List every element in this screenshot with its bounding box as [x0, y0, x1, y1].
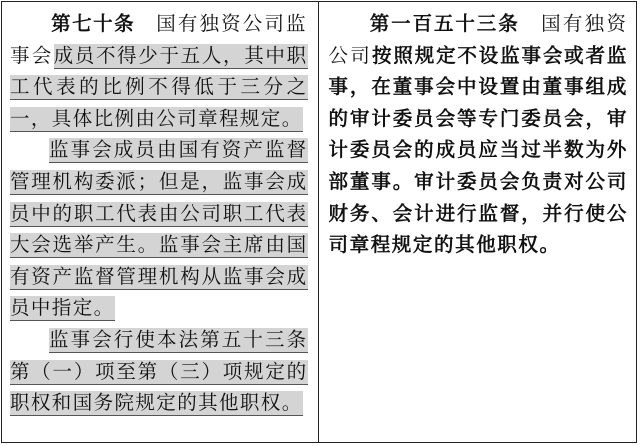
deleted-text-2: 监事会成员由国有资产监督管理机构委派；但是，监事会成员中的职工代表由公司职工代表大会选举产生。监事会主席由国有资产监督管理机构从监事会成员中指定。	[10, 138, 308, 320]
old-article-paragraph-1	[10, 8, 308, 134]
deleted-text-3: 监事会行使本法第五十三条第（一）项至第（三）项规定的职权和国务院规定的其他职权。	[10, 327, 308, 415]
old-article-title: 国有独资公司监事会	[10, 12, 308, 67]
old-article-number: 第七十条	[50, 12, 136, 35]
comparison-table	[1, 1, 637, 443]
new-article-body: 按照规定不设监事会或者监事，在董事会中设置由董事组成的审计委员会等专门委员会，审计委员会的成员应当过半数为外部董事。审计委员会负责对公司财务、会计进行监督，并行使公司章程规定的其他职权。	[328, 43, 628, 257]
new-article-title: 国有独资公司	[328, 12, 628, 67]
old-article-paragraph-2	[10, 134, 308, 324]
new-law-column	[319, 2, 637, 442]
old-law-column	[2, 2, 319, 442]
deleted-text-1: 成员不得少于五人，其中职工代表的比例不得低于三分之一，具体比例由公司章程规定。	[10, 43, 308, 130]
old-article-paragraph-3	[10, 324, 308, 419]
new-article-number: 第一百五十三条	[369, 12, 520, 35]
new-article-paragraph	[329, 8, 629, 261]
